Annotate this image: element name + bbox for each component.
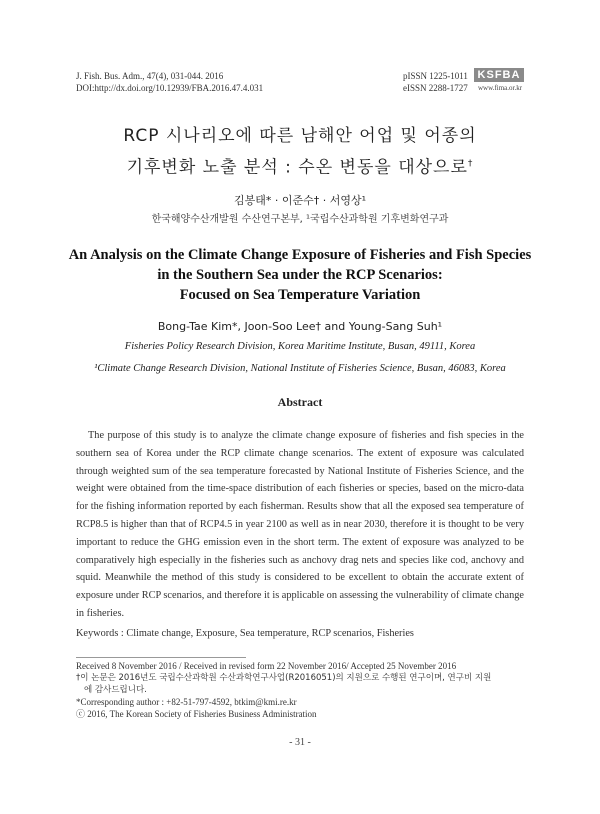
korean-affiliation: 한국해양수산개발원 수산연구본부, ¹국립수산과학원 기후변화연구과 <box>151 214 449 225</box>
abstract-body: The purpose of this study is to analyze the climate change exposure of fisheries and fish species in the southern sea of Korea under the RCP climate change scenarios. The extent of exposure was calculated through weighted sum of the sea temperature forecasted by National Institute of Fisheries Science, and the weight were obtained from the time-space distribution of each fisheries or species, based on the micro-data for the fishing information reported by each fisherman. Results show that all the exposed sea temperature of RCP8.5 is higher than that of RCP4.5 in year 2100 as well as in near 2030, therefore it is thought to be very important to reduce the GHG emission even in the short term. The extent of exposure was analyzed to be comparatively high especially in the fisheries such as anchovy drag nets and species like cod, anchovy and squid. Meanwhile the method of this study is considered to be excellent to obtain the accurate extent of exposure under RCP scenarios, and therefore it is applicable on assessing the vulnerability of climate change in fisheries. <box>76 430 524 619</box>
doi-line: DOI:http://dx.doi.org/10.12939/FBA.2016.47.4.031 <box>76 83 264 93</box>
funding-note-line1: †이 논문은 2016년도 국립수산과학원 수산과학연구사업(R2016051)의 지원으로 수행된 연구이며, 연구비 지원 <box>76 673 492 683</box>
journal-citation <box>76 70 263 94</box>
korean-authors: 김봉태* · 이준수† · 서영상¹ <box>233 194 367 207</box>
page-number: - 31 - <box>289 737 311 748</box>
korean-title-line2: 기후변화 노출 분석 : 수온 변동을 대상으로 <box>126 157 468 178</box>
abstract-heading: Abstract <box>277 395 323 409</box>
journal-line: J. Fish. Bus. Adm., 47(4), 031-044. 2016 <box>76 71 224 81</box>
electronic-issn: eISSN 2288-1727 <box>403 83 468 93</box>
korean-title-line1: RCP 시나리오에 따른 남해안 어업 및 어종의 <box>123 126 477 146</box>
footnote-divider <box>76 657 246 658</box>
english-title-line3: Focused on Sea Temperature Variation <box>179 287 421 303</box>
english-authors: Bong-Tae Kim*, Joon-Soo Lee† and Young-Sang Suh¹ <box>157 320 443 333</box>
english-affiliation-1: Fisheries Policy Research Division, Korea Maritime Institute, Busan, 49111, Korea <box>124 341 476 352</box>
korean-title <box>0 122 600 182</box>
issn-block <box>403 70 468 94</box>
copyright: ⓒ 2016, The Korean Society of Fisheries Business Administration <box>76 709 317 719</box>
received-dates: Received 8 November 2016 / Received in revised form 22 November 2016/ Accepted 25 November 2016 <box>76 661 457 671</box>
society-logo: KSFBA <box>474 68 524 82</box>
english-title-line2: in the Southern Sea under the RCP Scenarios: <box>157 267 443 283</box>
english-affiliation-2: ¹Climate Change Research Division, National Institute of Fisheries Science, Busan, 46083, Korea <box>94 363 506 374</box>
footnotes <box>76 660 526 720</box>
keywords: Keywords : Climate change, Exposure, Sea temperature, RCP scenarios, Fisheries <box>76 628 414 639</box>
english-title <box>40 245 560 305</box>
print-issn: pISSN 1225-1011 <box>403 71 468 81</box>
society-url: www.fima.or.kr <box>478 84 523 92</box>
corresponding-author: *Corresponding author : +82-51-797-4592, btkim@kmi.re.kr <box>76 697 297 707</box>
korean-title-mark: † <box>467 159 474 169</box>
english-title-line1: An Analysis on the Climate Change Exposure of Fisheries and Fish Species <box>68 247 532 263</box>
funding-note-line2: 에 감사드립니다. <box>84 685 147 695</box>
